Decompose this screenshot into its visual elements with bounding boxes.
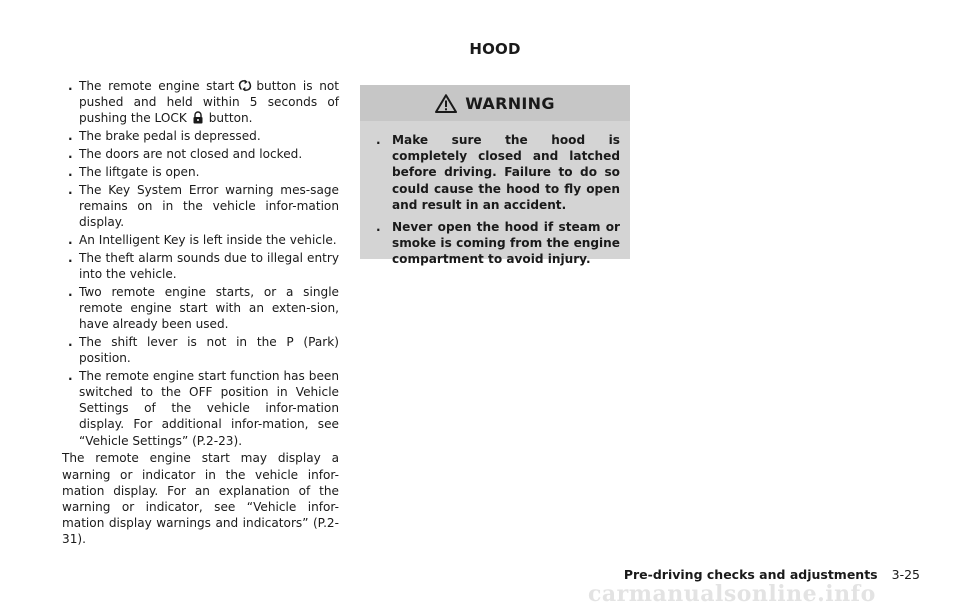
bullet-mark: . — [68, 147, 73, 161]
footer-section-title: Pre-driving checks and adjustments — [623, 567, 878, 582]
list-item — [62, 368, 339, 449]
body-paragraph: The remote engine start may display a warning or indicator in the vehicle infor-mation display. For an explanation of the warning or indicator, see “Vehicle infor-mation display warnings and indicators” (P.2-31). — [62, 451, 339, 547]
list-item-text: An Intelligent Key is left inside the vehicle. — [79, 232, 337, 247]
warning-item — [372, 132, 620, 213]
warning-item-text: Make sure the hood is completely closed and latched before driving. Failure to do so could cause the hood to fly open and result in an accident. — [392, 133, 620, 212]
list-item-text: The shift lever is not in the P (Park) position. — [79, 334, 339, 365]
list-item — [62, 182, 339, 231]
remote-start-icon — [234, 79, 256, 92]
bullet-mark: . — [68, 334, 73, 349]
watermark: carmanualsonline.info — [588, 581, 876, 607]
list-item — [62, 78, 339, 127]
list-item-text: The liftgate is open. — [79, 164, 200, 179]
list-item-text: button is not pushed and held within 5 seconds of pushing the LOCK — [79, 79, 340, 126]
bullet-mark: . — [68, 368, 73, 383]
list-item-text: The Key System Error warning mes-sage remains on in the vehicle infor-mation display. — [79, 182, 339, 229]
bullet-mark: . — [68, 182, 73, 197]
list-item-text: The brake pedal is depressed. — [79, 129, 261, 144]
bullet-mark: . — [68, 250, 73, 265]
list-item — [62, 164, 339, 180]
bullet-mark: . — [68, 284, 73, 299]
list-item — [62, 146, 339, 162]
list-item — [62, 250, 339, 282]
section-title: HOOD — [469, 40, 521, 58]
page-footer — [590, 567, 920, 582]
bullet-mark: . — [68, 164, 73, 179]
warning-item-text: Never open the hood if steam or smoke is coming from the engine compartment to avoid injury. — [392, 220, 620, 267]
list-item-text: The doors are not closed and locked. — [79, 147, 303, 161]
warning-item — [372, 219, 620, 268]
bullet-mark: . — [68, 79, 73, 93]
condition-list — [62, 78, 339, 449]
bullet-mark: . — [68, 232, 73, 247]
list-item-text: button. — [208, 111, 253, 126]
page-number: 3-25 — [891, 567, 920, 582]
list-item — [62, 128, 339, 144]
list-item-text: The remote engine start — [79, 79, 235, 93]
warning-triangle-icon — [435, 94, 457, 113]
list-item-text: The theft alarm sounds due to illegal entry into the vehicle. — [79, 250, 339, 281]
warning-box — [360, 85, 630, 267]
bullet-mark: . — [376, 220, 381, 235]
list-item — [62, 284, 339, 333]
list-item-text: The remote engine start function has been switched to the OFF position in Vehicle Settings of the vehicle infor-mation display. For additional infor-mation, see “Vehicle Settings” (P.2-23). — [79, 368, 339, 448]
list-item-text: Two remote engine starts, or a single remote engine start with an exten-sion, have already been used. — [79, 284, 339, 331]
list-item — [62, 232, 339, 248]
left-column — [62, 78, 339, 548]
lock-icon — [187, 111, 209, 124]
warning-body — [372, 132, 620, 274]
warning-header — [360, 85, 630, 121]
bullet-mark: . — [68, 129, 73, 144]
list-item — [62, 334, 339, 366]
bullet-mark: . — [376, 133, 381, 147]
warning-title: WARNING — [465, 93, 555, 113]
